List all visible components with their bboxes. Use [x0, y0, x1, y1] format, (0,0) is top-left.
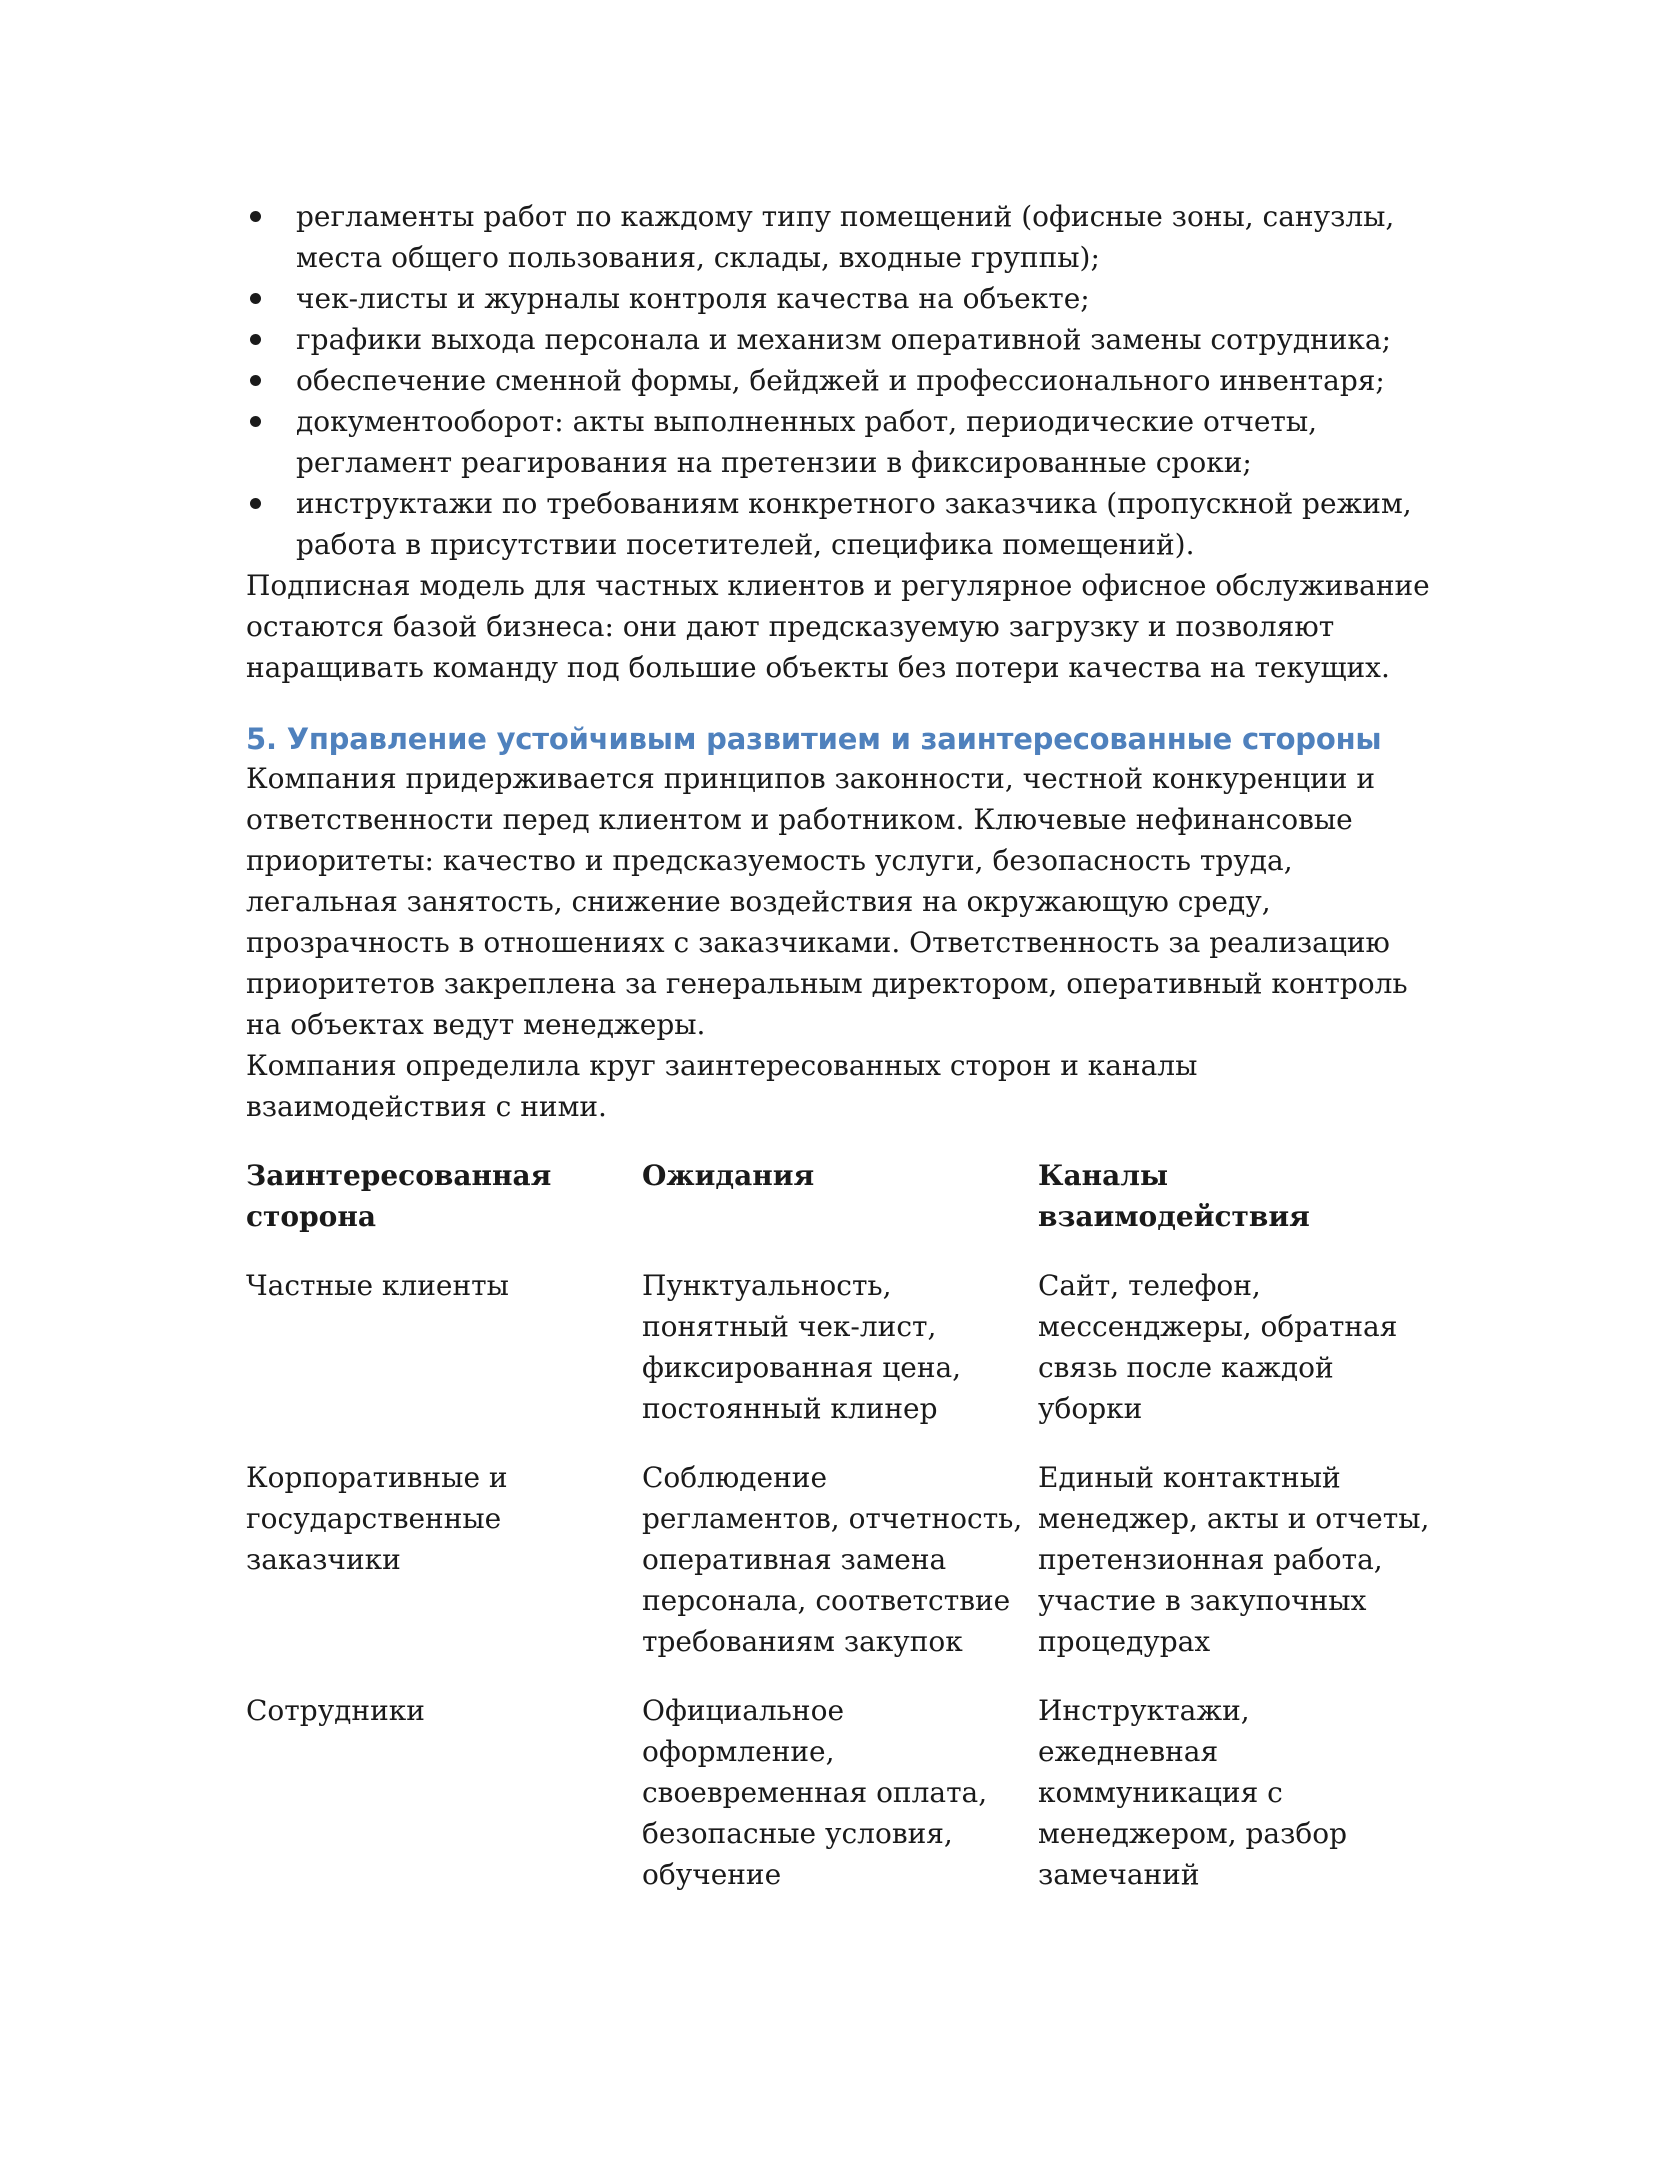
requirements-list — [246, 196, 1442, 565]
list-item-text: графики выхода персонала и механизм оперативной замены сотрудника; — [296, 323, 1392, 356]
list-item — [246, 360, 1442, 401]
column-header-channels: Каналы взаимодействия — [1038, 1159, 1310, 1233]
document-page — [246, 196, 1442, 1923]
list-item-text: регламенты работ по каждому типу помещений (офисные зоны, санузлы, места общего пользования, склады, входные группы); — [296, 200, 1395, 274]
list-item-text: чек-листы и журналы контроля качества на объекте; — [296, 282, 1090, 315]
list-item — [246, 401, 1442, 483]
table-row — [246, 1457, 1442, 1690]
table-cell: Официальное оформление, своевременная оплата, безопасные условия, обучение — [642, 1694, 988, 1891]
principles-paragraph: Компания придерживается принципов законности, честной конкуренции и ответственности перед клиентом и работником. Ключевые нефинансовые приоритеты: качество и предсказуемость услуги, безопасность труда, легальная занятость, снижение воздействия на окружающую среду, прозрачность в отношениях с заказчиками. Ответственность за реализацию приоритетов закреплена за генеральным директором, оперативный контроль на объектах ведут менеджеры. — [246, 762, 1408, 1041]
table-row — [246, 1265, 1442, 1457]
bullet-icon — [250, 375, 261, 386]
bullet-icon — [250, 498, 261, 509]
bullet-icon — [250, 416, 261, 427]
list-item — [246, 483, 1442, 565]
table-cell: Пунктуальность, понятный чек-лист, фиксированная цена, постоянный клинер — [642, 1269, 962, 1425]
table-cell: Соблюдение регламентов, отчетность, оперативная замена персонала, соответствие требованиям закупок — [642, 1461, 1023, 1658]
list-item-text: документооборот: акты выполненных работ, периодические отчеты, регламент реагирования на претензии в фиксированные сроки; — [296, 405, 1318, 479]
list-item-text: инструктажи по требованиям конкретного заказчика (пропускной режим, работа в присутствии посетителей, специфика помещений). — [296, 487, 1412, 561]
column-header-expectations: Ожидания — [642, 1159, 815, 1192]
business-model-paragraph: Подписная модель для частных клиентов и регулярное офисное обслуживание остаются базой бизнеса: они дают предсказуемую загрузку и позволяют наращивать команду под большие объекты без потери качества на текущих. — [246, 569, 1430, 684]
table-cell: Частные клиенты — [246, 1269, 509, 1302]
table-cell: Сайт, телефон, мессенджеры, обратная связь после каждой уборки — [1038, 1269, 1398, 1425]
bullet-icon — [250, 211, 261, 222]
list-item-text: обеспечение сменной формы, бейджей и профессионального инвентаря; — [296, 364, 1385, 397]
table-cell: Сотрудники — [246, 1694, 425, 1727]
stakeholders-table — [246, 1155, 1442, 1923]
column-header-stakeholder: Заинтересованная сторона — [246, 1159, 552, 1233]
list-item — [246, 196, 1442, 278]
table-row — [246, 1690, 1442, 1923]
section-heading: 5. Управление устойчивым развитием и заинтересованные стороны — [246, 722, 1382, 756]
bullet-icon — [250, 293, 261, 304]
table-cell: Инструктажи, ежедневная коммуникация с менеджером, разбор замечаний — [1038, 1694, 1348, 1891]
bullet-icon — [250, 334, 261, 345]
stakeholders-intro-paragraph: Компания определила круг заинтересованных сторон и каналы взаимодействия с ними. — [246, 1049, 1198, 1123]
table-header-row — [246, 1155, 1442, 1265]
table-cell: Корпоративные и государственные заказчики — [246, 1461, 508, 1576]
list-item — [246, 319, 1442, 360]
table-cell: Единый контактный менеджер, акты и отчеты, претензионная работа, участие в закупочных процедурах — [1038, 1461, 1430, 1658]
list-item — [246, 278, 1442, 319]
